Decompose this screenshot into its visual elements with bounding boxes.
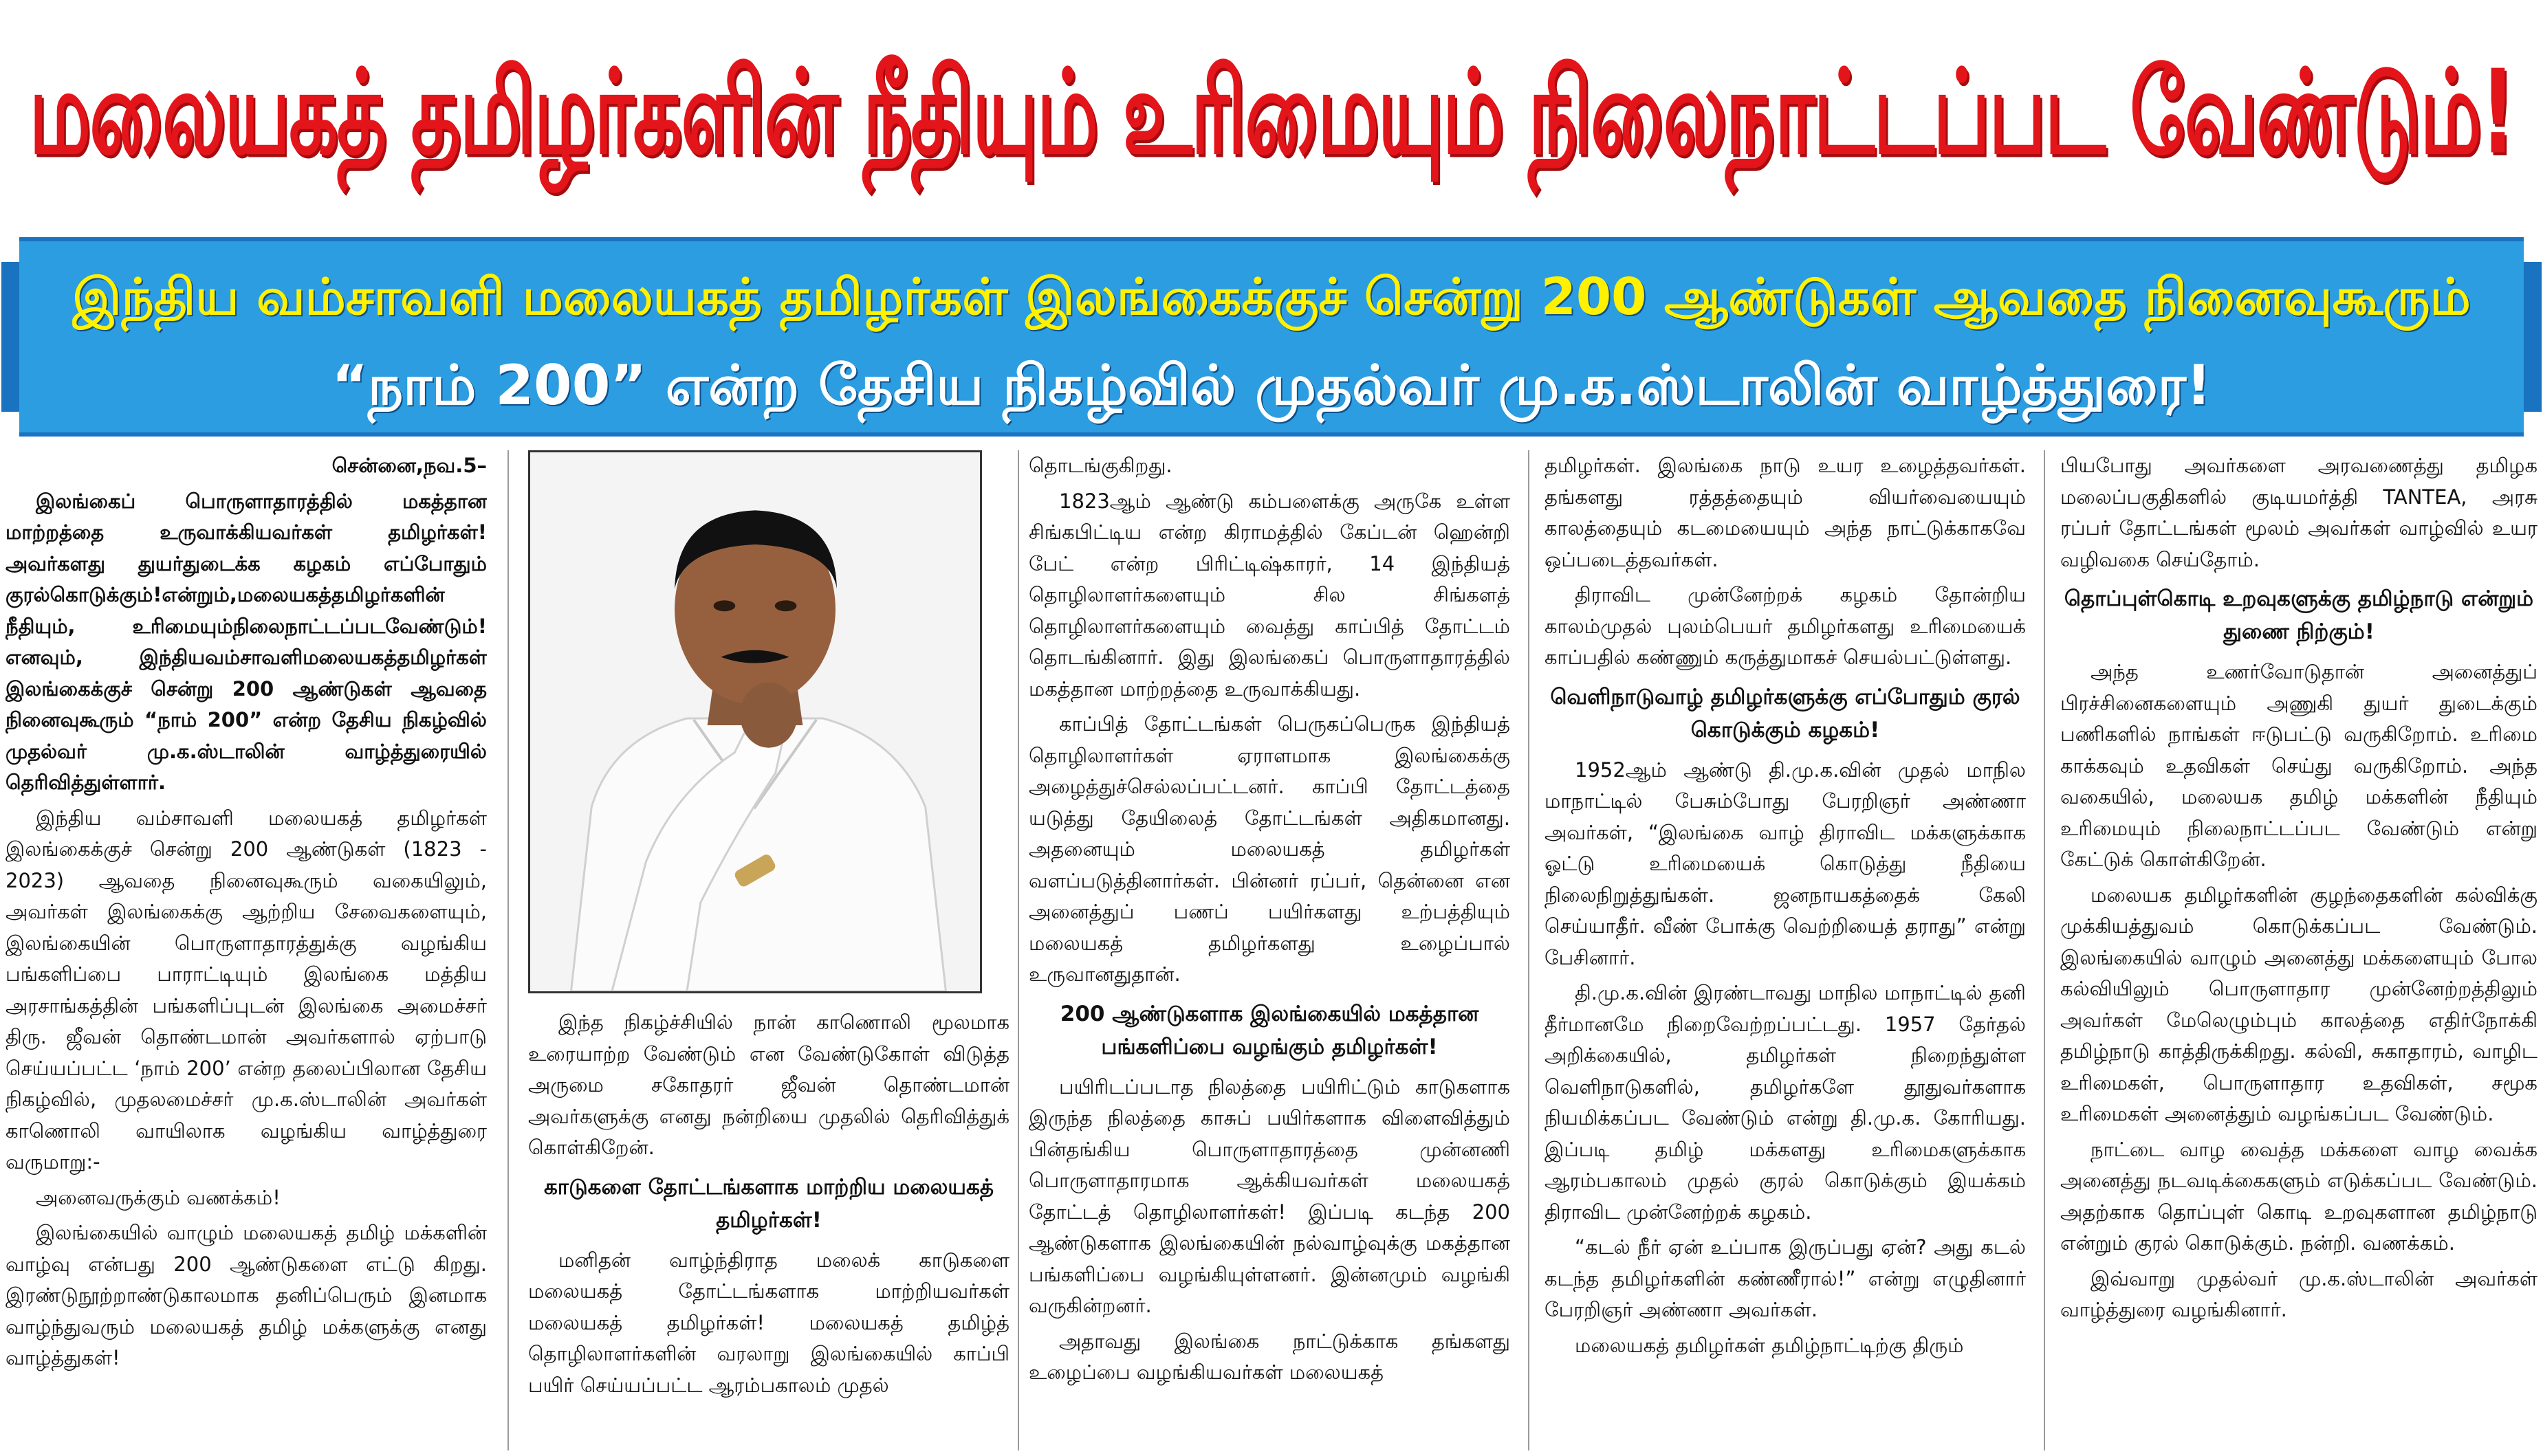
paragraph: இலங்கையில் வாழும் மலையகத் தமிழ் மக்களின் வாழ்வு என்பது 200 ஆண்டுகளை எட்டு கிறது. இரண்டுநூற்றாண்டுகாலமாக தனிப்பெரும் இனமாக வாழ்ந்துவரும் மலையகத் தமிழ் மக்களுக்கு எனது வாழ்த்துகள்! (6, 1221, 487, 1369)
subheading: காடுகளை தோட்டங்களாக மாற்றிய மலையகத் தமிழர்கள்! (543, 1174, 994, 1233)
paragraph: மனிதன் வாழ்ந்திராத மலைக் காடுகளை மலையகத் தோட்டங்களாக மாற்றியவர்கள் மலையகத் தமிழர்கள்! மலையகத் தமிழ்த் தொழிலாளர்களின் வரலாறு இலங்கையில் காப்பி பயிர் செய்யப்பட்ட ஆரம்பகாலம் முதல் (528, 1248, 1009, 1397)
paragraph: மலையக தமிழர்களின் குழந்தைகளின் கல்விக்கு முக்கியத்துவம் கொடுக்கப்பட வேண்டும். இலங்கையில் வாழும் அனைத்து மக்களையும் போல கல்வியிலும் பொருளாதார முன்னேற்றத்திலும் அவர்கள் மேலெழும்பும் காலத்தை எதிர்நோக்கி தமிழ்நாடு காத்திருக்கிறது. கல்வி, சுகாதாரம், வாழிட உரிமைகள், பொருளாதார உதவிகள், சமூக உரிமைகள் அனைத்தும் வழங்கப்பட வேண்டும். (2060, 883, 2537, 1125)
paragraph: “கடல் நீர் ஏன் உப்பாக இருப்பது ஏன்? அது கடல் கடந்த தமிழர்களின் கண்ணீரால்!” என்று எழுதினார் பேரறிஞர் அண்ணா அவர்கள். (1545, 1235, 2026, 1321)
column-4 (1545, 450, 2026, 1451)
paragraph: மலையகத் தமிழர்கள் தமிழ்நாட்டிற்கு திரும் (1575, 1333, 1964, 1357)
column-divider (1528, 450, 1529, 1451)
portrait-image (530, 452, 980, 991)
paragraph: தி.மு.க.வின் இரண்டாவது மாநில மாநாட்டில் தனி தீர்மானமே நிறைவேற்றப்பட்டது. 1957 தேர்தல் அறிக்கையில், தமிழர்கள் நிறைந்துள்ள வெளிநாடுகளில், தமிழர்களே தூதுவர்களாக நியமிக்கப்பட வேண்டும் என்று தி.மு.க. கோரியது. இப்படி தமிழ் மக்களது உரிமைகளுக்காக ஆரம்பகாலம் முதல் குரல் கொடுக்கும் இயக்கம் திராவிட முன்னேற்றக் கழகம். (1545, 981, 2026, 1224)
paragraph: இந்திய வம்சாவளி மலையகத் தமிழர்கள் இலங்கைக்குச் சென்று 200 ஆண்டுகள் (1823 - 2023) ஆவதை நினைவுகூரும் வகையிலும், அவர்கள் இலங்கைக்கு ஆற்றிய சேவைகளையும், இலங்கையின் பொருளாதாரத்துக்கு வழங்கிய பங்களிப்பை பாராட்டியும் இலங்கை மத்திய அரசாங்கத்தின் பங்களிப்புடன் இலங்கை அமைச்சர் திரு. ஜீவன் தொண்டமான் அவர்களால் ஏற்பாடு செய்யப்பட்ட ‘நாம் 200’ என்ற தலைப்பிலான தேசிய நிகழ்வில், முதலமைச்சர் மு.க.ஸ்டாலின் அவர்கள் காணொலி வாயிலாக வழங்கிய வாழ்த்துரை வருமாறு:- (6, 806, 487, 1173)
paragraph: காப்பித் தோட்டங்கள் பெருகப்பெருக இந்தியத் தொழிலாளர்கள் ஏராளமாக இலங்கைக்கு அழைத்துச்செல்லப்பட்டனர். காப்பி தோட்டத்தை யடுத்து தேயிலைத் தோட்டங்கள் அதிகமானது. அதனையும் மலையகத் தமிழர்கள் வளப்படுத்தினார்கள். பின்னர் ரப்பர், தென்னை என அனைத்துப் பணப் பயிர்களது உற்பத்தியும் மலையகத் தமிழர்களது உழைப்பால் உருவானதுதான். (1029, 712, 1510, 986)
photo-chief-minister (528, 450, 982, 993)
paragraph: அந்த உணர்வோடுதான் அனைத்துப் பிரச்சினைகளையும் அணுகி துயர் துடைக்கும் பணிகளில் நாங்கள் ஈடுபட்டு வருகிறோம். உரிமை காக்கவும் உதவிகள் செய்து வருகிறோம். அந்த வகையில், மலையக தமிழ் மக்களின் நீதியும் உரிமையும் நிலைநாட்டப்பட வேண்டும் என்று கேட்டுக் கொள்கிறேன். (2060, 660, 2537, 871)
paragraph: அனைவருக்கும் வணக்கம்! (36, 1185, 281, 1209)
headline-block (0, 0, 2543, 227)
paragraph: தொடங்குகிறது. (1029, 454, 1172, 477)
article-body (6, 450, 2537, 1451)
subheading: வெளிநாடுவாழ் தமிழர்களுக்கு எப்போதும் குரல் கொடுக்கும் கழகம்! (1550, 684, 2020, 742)
paragraph: திராவிட முன்னேற்றக் கழகம் தோன்றிய காலம்முதல் புலம்பெயர் தமிழர்களது உரிமையைக் காப்பதில் கண்ணும் கருத்துமாகச் செயல்பட்டுள்ளது. (1545, 583, 2026, 669)
column-divider (1018, 450, 1019, 1451)
paragraph: தமிழர்கள். இலங்கை நாடு உயர உழைத்தவர்கள். தங்களது ரத்தத்தையும் வியர்வையையும் காலத்தையும் கடமையையும் அந்த நாட்டுக்காகவே ஒப்படைத்தவர்கள். (1545, 454, 2026, 571)
paragraph: பயிரிடப்படாத நிலத்தை பயிரிட்டும் காடுகளாக இருந்த நிலத்தை காசுப் பயிர்களாக விளைவித்தும் பின்தங்கிய பொருளாதாரத்தை முன்னணி பொருளாதாரமாக ஆக்கியவர்கள் மலையகத் தோட்டத் தொழிலாளர்கள்! இப்படி கடந்த 200 ஆண்டுகளாக இலங்கையின் நல்வாழ்வுக்கு மகத்தான பங்களிப்பை வழங்கியுள்ளனர். இன்னமும் வழங்கி வருகின்றனர். (1029, 1074, 1510, 1317)
column-divider (2044, 450, 2045, 1451)
paragraph: இவ்வாறு முதல்வர் மு.க.ஸ்டாலின் அவர்கள் வாழ்த்துரை வழங்கினார். (2060, 1266, 2537, 1321)
banner-line-2: “நாம் 200” என்ற தேசிய நிகழ்வில் முதல்வர் மு.க.ஸ்டாலின் வாழ்த்துரை! (331, 353, 2212, 417)
subheading: தொப்புள்கொடி உறவுகளுக்கு தமிழ்நாடு என்றும் துணை நிற்கும்! (2064, 586, 2534, 644)
banner-line-1: இந்திய வம்சாவளி மலையகத் தமிழர்கள் இலங்கைக்குச் சென்று 200 ஆண்டுகள் ஆவதை நினைவுகூரும் (72, 268, 2471, 327)
paragraph: 1823ஆம் ஆண்டு கம்பளைக்கு அருகே உள்ள சிங்கபிட்டிய என்ற கிராமத்தில் கேப்டன் ஹென்றி பேட் என்ற பிரிட்டிஷ்காரர், 14 இந்தியத் தொழிலாளர்களையும் சில சிங்களத் தொழிலாளர்களையும் வைத்து காப்பித் தோட்டம் தொடங்கினார். இது இலங்கைப் பொருளாதாரத்தில் மகத்தான மாற்றத்தை உருவாக்கியது. (1029, 489, 1510, 701)
column-2-text (528, 1007, 1009, 1405)
column-divider (507, 450, 509, 1451)
lead-paragraph: இலங்கைப் பொருளாதாரத்தில் மகத்தான மாற்றத்தை உருவாக்கியவர்கள் தமிழர்கள்! அவர்களது துயர்துடைக்க கழகம் எப்போதும் குரல்கொடுக்கும்!என்றும்,மலையகத்தமிழர்களின் நீதியும், உரிமையும்நிலைநாட்டப்படவேண்டும்! எனவும், இந்தியவம்சாவளிமலையகத்தமிழர்கள் இலங்கைக்குச் சென்று 200 ஆண்டுகள் ஆவதை நினைவுகூரும் “நாம் 200” என்ற தேசிய நிகழ்வில் முதல்வர் மு.க.ஸ்டாலின் வாழ்த்துரையில் தெரிவித்துள்ளார். (6, 489, 487, 794)
column-2 (528, 450, 1009, 1451)
paragraph: 1952ஆம் ஆண்டு தி.மு.க.வின் முதல் மாநில மாநாட்டில் பேசும்போது பேரறிஞர் அண்ணா அவர்கள், “இலங்கை வாழ் திராவிட மக்களுக்காக ஓட்டு உரிமையைக் கொடுத்து நீதியை நிலைநிறுத்துங்கள். ஜனநாயகத்தைக் கேலி செய்யாதீர். வீண் போக்கு வெற்றியைத் தராது” என்று பேசினார். (1545, 758, 2026, 969)
subheadline-banner (19, 237, 2524, 437)
paragraph: அதாவது இலங்கை நாட்டுக்காக தங்களது உழைப்பை வழங்கியவர்கள் மலையகத் (1029, 1329, 1510, 1384)
paragraph: பியபோது அவர்களை அரவணைத்து தமிழக மலைப்பகுதிகளில் குடியமர்த்தி TANTEA, அரசு ரப்பர் தோட்டங்கள் மூலம் அவர்கள் வாழ்வில் உயர வழிவகை செய்தோம். (2060, 454, 2537, 571)
subheading: 200 ஆண்டுகளாக இலங்கையில் மகத்தான பங்களிப்பை வழங்கும் தமிழர்கள்! (1060, 1001, 1479, 1059)
paragraph: இந்த நிகழ்ச்சியில் நான் காணொலி மூலமாக உரையாற்ற வேண்டும் என வேண்டுகோள் விடுத்த அருமை சகோதரர் ஜீவன் தொண்டமான் அவர்களுக்கு எனது நன்றியை முதலில் தெரிவித்துக் கொள்கிறேன். (528, 1011, 1009, 1159)
dateline: சென்னை,நவ.5– (331, 454, 487, 477)
column-3 (1029, 450, 1510, 1451)
paragraph: நாட்டை வாழ வைத்த மக்களை வாழ வைக்க அனைத்து நடவடிக்கைகளும் எடுக்கப்பட வேண்டும். அதற்காக தொப்புள் கொடி உறவுகளான தமிழ்நாடு என்றும் குரல் கொடுக்கும். நன்றி. வணக்கம். (2060, 1137, 2537, 1255)
column-1 (6, 450, 487, 1451)
headline: மலையகத் தமிழர்களின் நீதியும் உரிமையும் நிலைநாட்டப்பட வேண்டும்! (29, 45, 2514, 180)
column-5 (2060, 450, 2537, 1451)
